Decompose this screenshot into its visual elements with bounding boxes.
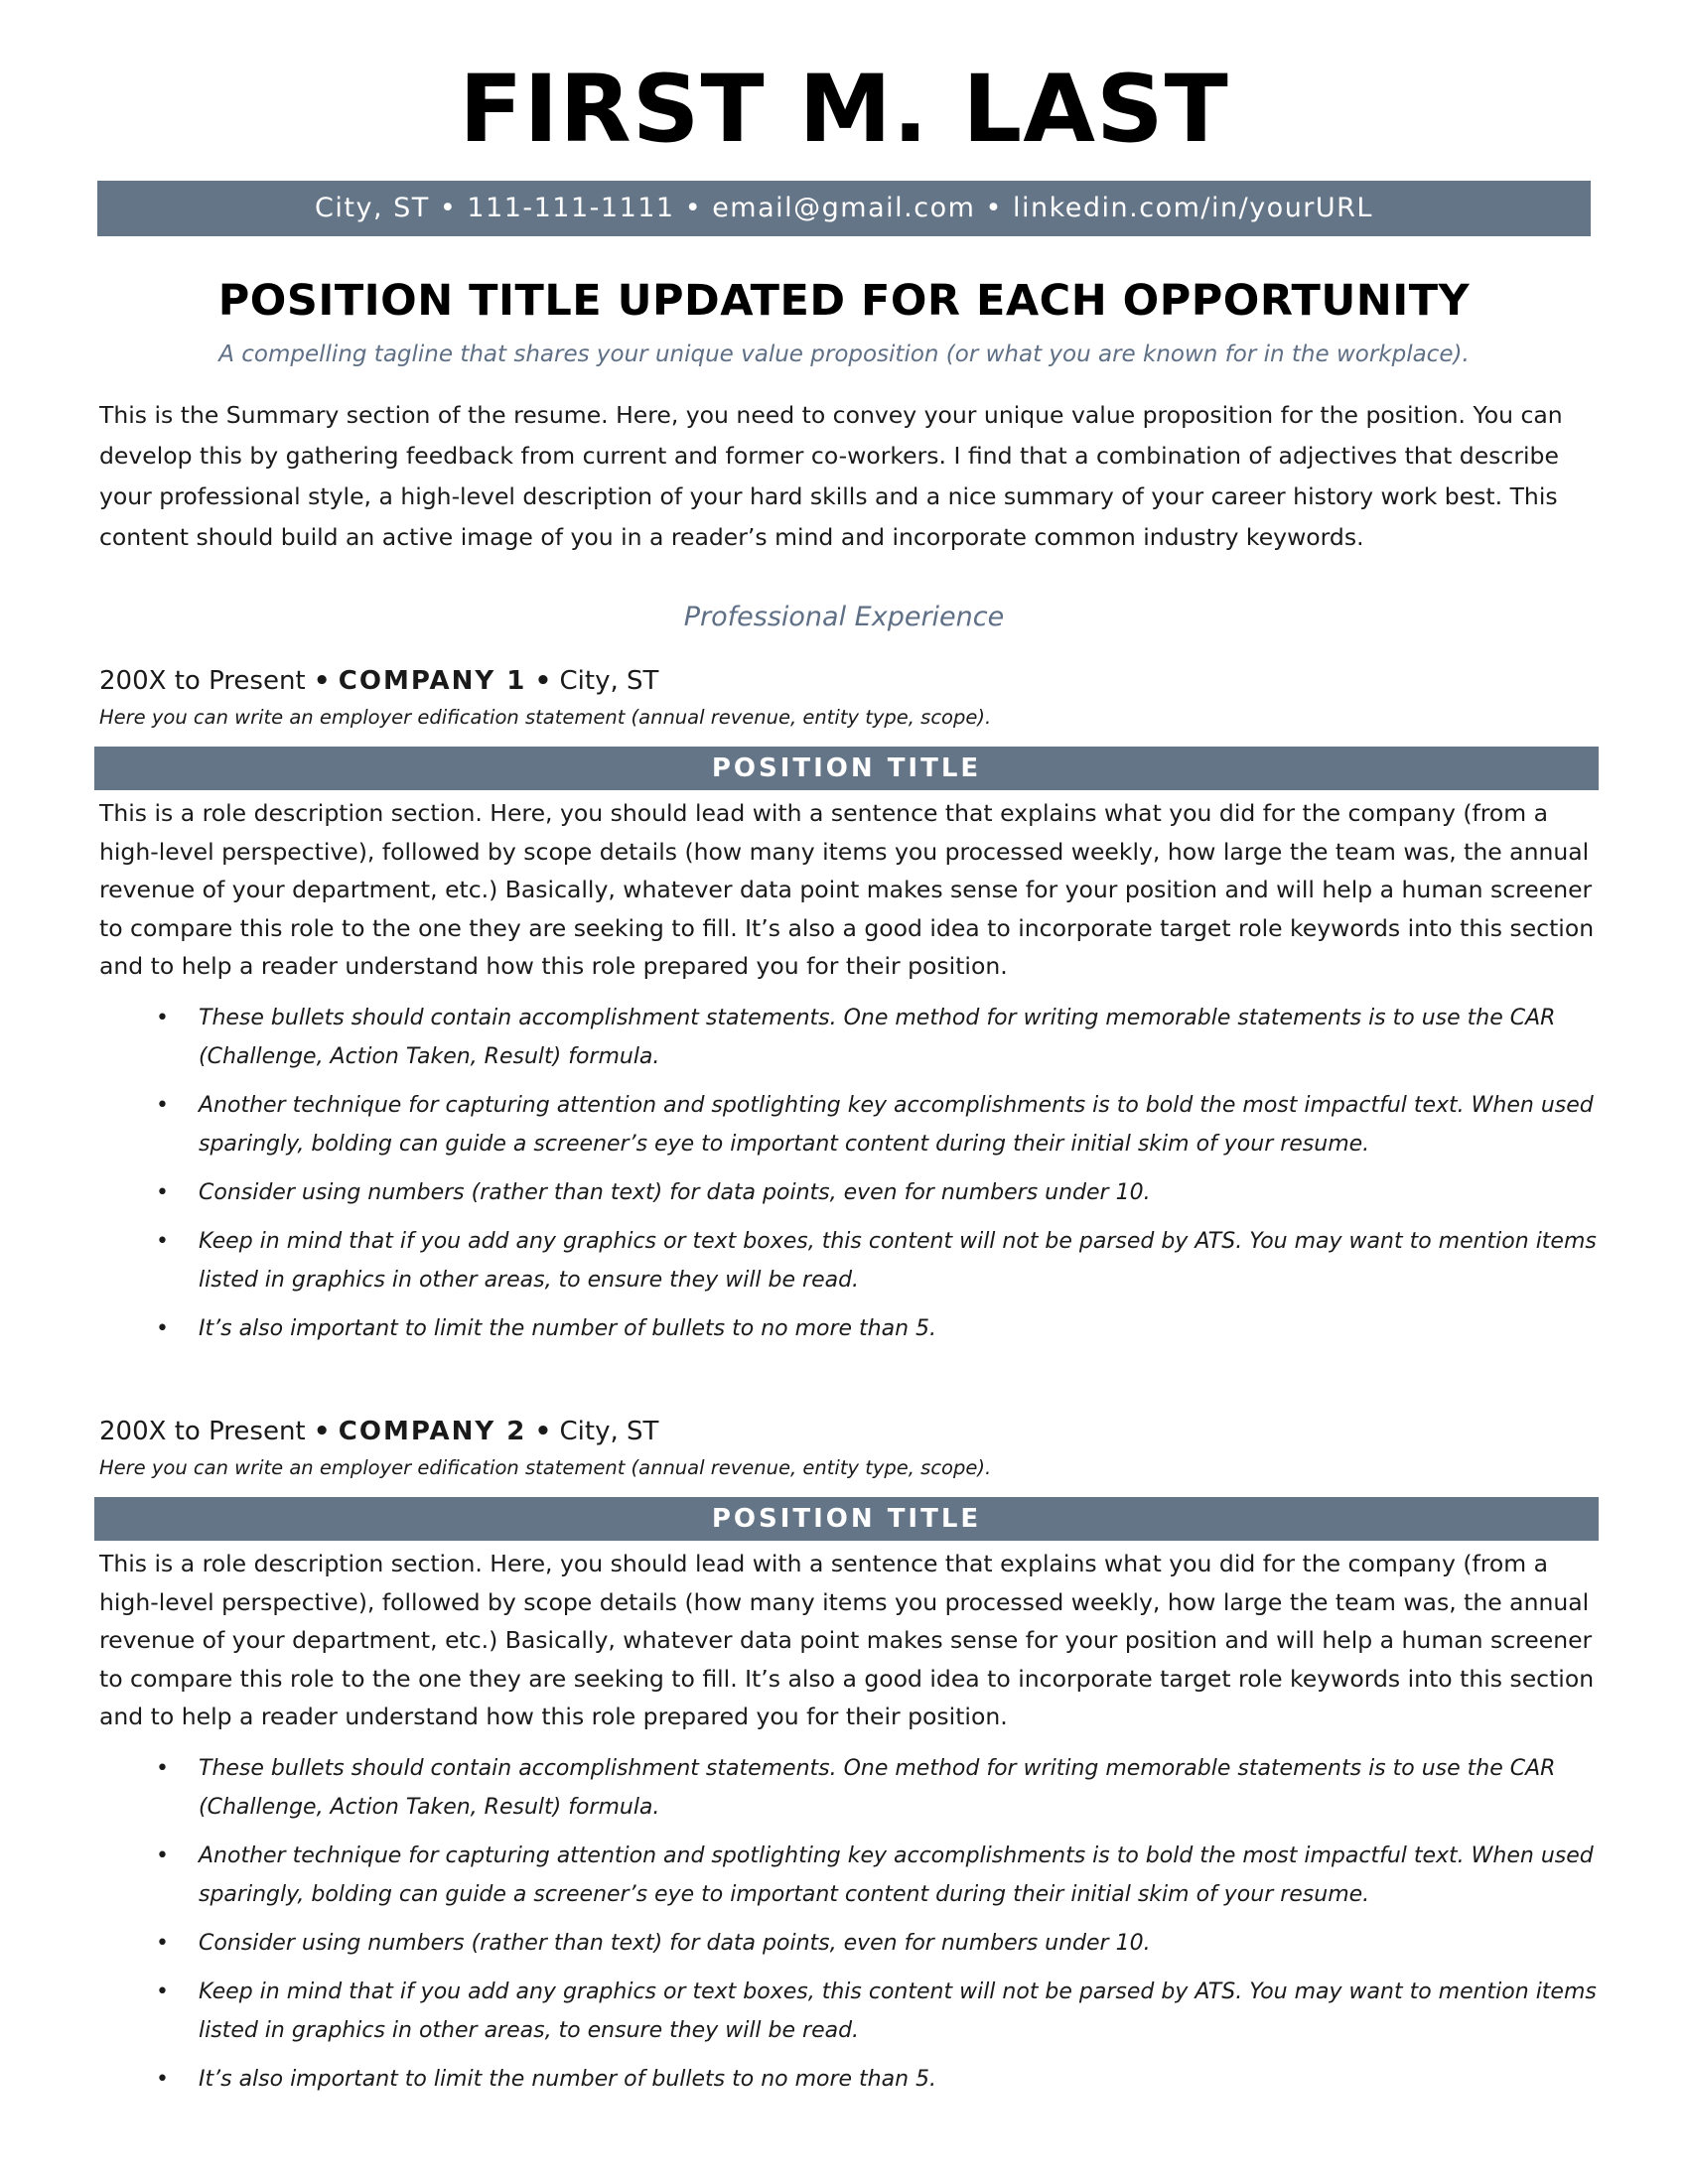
bullet-text: Another technique for capturing attention and spotlighting key accomplishments is to bold the most impactful text. When used sparingly, bolding can guide a screener’s eye to important content during their initial skim of your resume. <box>199 1843 1594 1907</box>
tagline: A compelling tagline that shares your unique value proposition (or what you are known for in the workplace). <box>218 341 1470 367</box>
job-separator: • <box>534 1417 552 1446</box>
job-location: City, ST <box>559 1417 659 1446</box>
list-item <box>94 2060 1599 2099</box>
job-dates: 200X to Present <box>99 1417 306 1446</box>
job-header-line <box>99 1414 658 1449</box>
bullet-text: These bullets should contain accomplishment statements. One method for writing memorable statements is to use the CAR (Challenge, Action Taken, Result) formula. <box>199 1756 1556 1820</box>
list-item <box>94 1973 1599 2050</box>
bullet-marker: • <box>156 1180 169 1205</box>
job-header-line <box>99 663 658 699</box>
list-item <box>94 1309 1599 1348</box>
bullet-marker: • <box>156 1931 169 1956</box>
bullet-marker: • <box>156 1229 169 1254</box>
bullet-marker: • <box>156 1979 169 2004</box>
company-name: COMPANY 2 <box>338 1417 527 1446</box>
position-headline: POSITION TITLE UPDATED FOR EACH OPPORTUNITY <box>217 276 1471 326</box>
bullet-marker: • <box>156 1093 169 1118</box>
bullet-marker: • <box>156 1756 169 1781</box>
position-title-bar: POSITION TITLE <box>94 1497 1599 1541</box>
list-item <box>94 1086 1599 1163</box>
bullet-text: Another technique for capturing attention and spotlighting key accomplishments is to bold the most impactful text. When used sparingly, bolding can guide a screener’s eye to important content during their initial skim of your resume. <box>199 1093 1594 1157</box>
bullet-text: Keep in mind that if you add any graphics or text boxes, this content will not be parsed by ATS. You may want to mention items listed in graphics in other areas, to ensure they will be read. <box>199 1229 1597 1293</box>
bullet-text: Consider using numbers (rather than text) for data points, even for numbers under 10. <box>199 1931 1151 1956</box>
role-description: This is a role description section. Here, you should lead with a sentence that explains what you did for the company (from a high-level perspective), followed by scope details (how many items you processed weekly, how large the team was, the annual revenue of your department, etc.) Basically, whatever data point makes sense for your position and will help a human screener to compare this role to the one they are seeking to fill. It’s also a good idea to incorporate target role keywords into this section and to help a reader understand how this role prepared you for their position. <box>99 1550 1595 1730</box>
list-item <box>94 1173 1599 1212</box>
bullet-marker: • <box>156 1006 169 1030</box>
bullet-marker: • <box>156 1843 169 1868</box>
list-item <box>94 1749 1599 1827</box>
job-entry-1 <box>94 663 1599 1358</box>
candidate-name: FIRST M. LAST <box>459 56 1229 164</box>
experience-heading: Professional Experience <box>683 602 1005 632</box>
employer-edification: Here you can write an employer edification statement (annual revenue, entity type, scope). <box>99 1456 992 1479</box>
list-item <box>94 1222 1599 1299</box>
role-description: This is a role description section. Here, you should lead with a sentence that explains what you did for the company (from a high-level perspective), followed by scope details (how many items you processed weekly, how large the team was, the annual revenue of your department, etc.) Basically, whatever data point makes sense for your position and will help a human screener to compare this role to the one they are seeking to fill. It’s also a good idea to incorporate target role keywords into this section and to help a reader understand how this role prepared you for their position. <box>99 799 1595 980</box>
list-item <box>94 1837 1599 1914</box>
bullet-text: Consider using numbers (rather than text) for data points, even for numbers under 10. <box>199 1180 1151 1205</box>
job-separator: • <box>313 1417 331 1446</box>
list-item <box>94 999 1599 1076</box>
company-name: COMPANY 1 <box>338 666 527 696</box>
job-entry-2 <box>94 1414 1599 2128</box>
bullet-text: Keep in mind that if you add any graphics or text boxes, this content will not be parsed by ATS. You may want to mention items listed in graphics in other areas, to ensure they will be read. <box>199 1979 1597 2043</box>
employer-edification: Here you can write an employer edification statement (annual revenue, entity type, scope). <box>99 706 992 729</box>
bullet-text: It’s also important to limit the number of bullets to no more than 5. <box>199 2067 937 2092</box>
bullet-marker: • <box>156 1316 169 1341</box>
job-separator: • <box>534 666 552 696</box>
job-dates: 200X to Present <box>99 666 306 696</box>
list-item <box>94 1924 1599 1963</box>
accomplishment-list <box>94 999 1599 1358</box>
contact-bar: City, ST • 111-111-1111 • email@gmail.com • linkedin.com/in/yourURL <box>97 181 1591 236</box>
position-title-bar: POSITION TITLE <box>94 747 1599 790</box>
bullet-text: It’s also important to limit the number of bullets to no more than 5. <box>199 1316 937 1341</box>
job-separator: • <box>313 666 331 696</box>
bullet-text: These bullets should contain accomplishment statements. One method for writing memorable statements is to use the CAR (Challenge, Action Taken, Result) formula. <box>199 1006 1556 1069</box>
summary-paragraph: This is the Summary section of the resume. Here, you need to convey your unique value proposition for the position. You can develop this by gathering feedback from current and former co-workers. I find that a combination of adjectives that describe your professional style, a high-level description of your hard skills and a nice summary of your career history work best. This content should build an active image of you in a reader’s mind and incorporate common industry keywords. <box>99 401 1563 551</box>
bullet-marker: • <box>156 2067 169 2092</box>
job-location: City, ST <box>559 666 659 696</box>
accomplishment-list <box>94 1749 1599 2109</box>
